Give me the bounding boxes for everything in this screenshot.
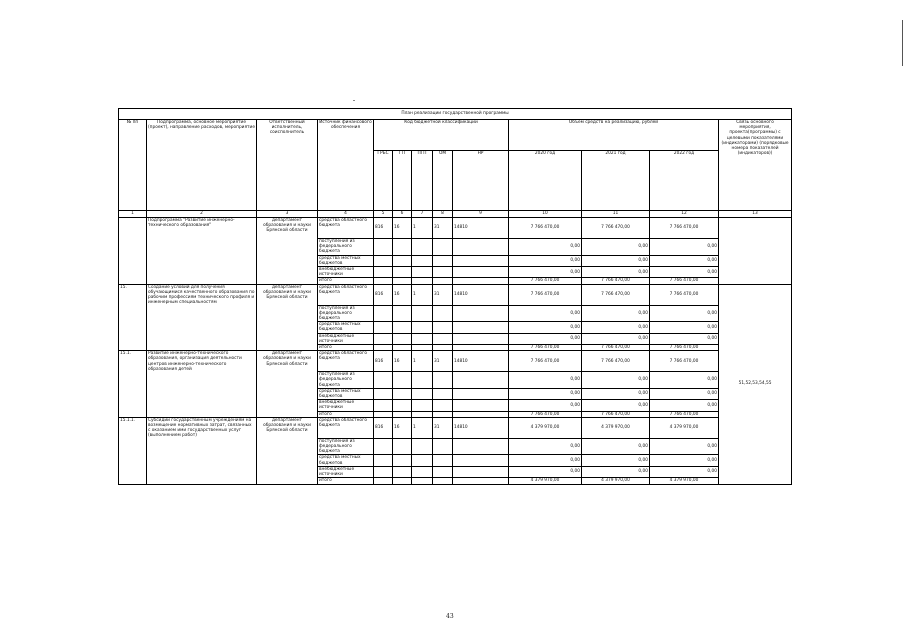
amount-y2020: 7 766 470,00	[509, 284, 582, 305]
code-nr	[453, 478, 509, 484]
code-om	[433, 239, 453, 256]
code-grbs: 816	[374, 351, 393, 372]
funding-source: внебюджетные источники	[318, 333, 374, 344]
code-nr	[453, 388, 509, 399]
code-pgp	[412, 372, 433, 389]
header-nr: НР	[453, 151, 509, 211]
code-grbs	[374, 388, 393, 399]
margin-line	[902, 20, 903, 66]
column-number: 8	[433, 211, 453, 218]
code-gp	[393, 255, 412, 266]
code-pgp	[412, 400, 433, 411]
code-nr: 14810	[453, 417, 509, 438]
measure-name: Создание условий для получения обучающимися качественного образования по рабочим профессиям технического профиля и инженерным специальностям	[147, 284, 257, 351]
code-grbs: 816	[374, 417, 393, 438]
amount-y2021: 0,00	[582, 400, 650, 411]
header-num: № пп	[119, 120, 147, 211]
code-pgp: 1	[412, 417, 433, 438]
code-nr: 14810	[453, 351, 509, 372]
header-code: Код бюджетной классификации	[374, 120, 509, 151]
code-gp	[393, 455, 412, 466]
table-row	[119, 351, 792, 372]
program-plan-table	[118, 108, 792, 485]
row-number: 15.1.1.	[119, 417, 147, 484]
funding-source: средства местных бюджетов	[318, 455, 374, 466]
code-om	[433, 372, 453, 389]
amount-y2022: 7 766 470,00	[650, 345, 719, 351]
code-pgp: 1	[412, 284, 433, 305]
funding-source: поступления из федерального бюджета	[318, 305, 374, 322]
amount-y2022: 7 766 470,00	[650, 411, 719, 417]
amount-y2020: 0,00	[509, 466, 582, 477]
code-pgp	[412, 267, 433, 278]
code-nr	[453, 239, 509, 256]
code-om	[433, 305, 453, 322]
scan-speck	[353, 100, 355, 101]
header-exec: Ответственный исполнитель, соисполнитель	[257, 120, 318, 211]
code-pgp	[412, 478, 433, 484]
code-nr: 14810	[453, 284, 509, 305]
amount-y2020: 0,00	[509, 322, 582, 333]
amount-y2021: 0,00	[582, 239, 650, 256]
amount-y2021: 0,00	[582, 372, 650, 389]
amount-y2022: 0,00	[650, 438, 719, 455]
code-gp: 16	[393, 417, 412, 438]
header-source: Источник финансового обеспечения	[318, 120, 374, 211]
column-number: 1	[119, 211, 147, 218]
amount-y2022: 7 766 470,00	[650, 351, 719, 372]
column-number: 4	[318, 211, 374, 218]
code-grbs	[374, 478, 393, 484]
code-nr	[453, 400, 509, 411]
amount-y2021: 0,00	[582, 438, 650, 455]
code-pgp	[412, 438, 433, 455]
amount-y2021: 0,00	[582, 333, 650, 344]
indicator-link	[719, 218, 792, 285]
amount-y2021: 0,00	[582, 388, 650, 399]
code-grbs	[374, 305, 393, 322]
code-nr	[453, 305, 509, 322]
amount-y2021: 0,00	[582, 255, 650, 266]
amount-y2020: 4 379 970,00	[509, 478, 582, 484]
code-pgp	[412, 388, 433, 399]
row-number	[119, 218, 147, 285]
funding-source: поступления из федерального бюджета	[318, 372, 374, 389]
amount-y2020: 0,00	[509, 267, 582, 278]
code-grbs	[374, 372, 393, 389]
amount-y2021: 4 379 970,00	[582, 478, 650, 484]
funding-source: средства областного бюджета	[318, 284, 374, 305]
header-2022: 2022 год	[650, 151, 719, 211]
column-number: 13	[719, 211, 792, 218]
code-pgp	[412, 305, 433, 322]
header-grbs: ГРБС	[374, 151, 393, 211]
code-om	[433, 333, 453, 344]
amount-y2021: 7 766 470,00	[582, 345, 650, 351]
code-om	[433, 255, 453, 266]
amount-y2021: 7 766 470,00	[582, 278, 650, 284]
amount-y2022: 7 766 470,00	[650, 218, 719, 239]
amount-y2022: 7 766 470,00	[650, 278, 719, 284]
funding-source: поступления из федерального бюджета	[318, 438, 374, 455]
funding-source: средства местных бюджетов	[318, 255, 374, 266]
row-number: 15.	[119, 284, 147, 351]
code-grbs	[374, 322, 393, 333]
funding-source: поступления из федерального бюджета	[318, 239, 374, 256]
amount-y2021: 7 766 470,00	[582, 351, 650, 372]
code-grbs	[374, 466, 393, 477]
amount-y2022: 4 379 970,00	[650, 478, 719, 484]
measure-name: Подпрограмма "Развитие инженерно-технического образования"	[147, 218, 257, 285]
code-grbs	[374, 267, 393, 278]
funding-source: средства областного бюджета	[318, 417, 374, 438]
amount-y2020: 4 379 970,00	[509, 417, 582, 438]
code-grbs	[374, 400, 393, 411]
column-number-row	[119, 211, 792, 218]
code-pgp	[412, 255, 433, 266]
executor: департамент образования и науки Брянской области	[257, 417, 318, 484]
code-om	[433, 478, 453, 484]
amount-y2020: 7 766 470,00	[509, 351, 582, 372]
code-nr: 14810	[453, 218, 509, 239]
executor: департамент образования и науки Брянской области	[257, 351, 318, 418]
amount-y2020: 0,00	[509, 333, 582, 344]
code-grbs	[374, 455, 393, 466]
amount-y2022: 0,00	[650, 267, 719, 278]
table-row	[119, 284, 792, 305]
table-row	[119, 417, 792, 438]
code-nr	[453, 333, 509, 344]
code-gp	[393, 372, 412, 389]
code-grbs	[374, 333, 393, 344]
code-gp: 16	[393, 351, 412, 372]
amount-y2021: 0,00	[582, 455, 650, 466]
code-nr	[453, 255, 509, 266]
code-gp	[393, 388, 412, 399]
amount-y2022: 0,00	[650, 466, 719, 477]
code-nr	[453, 322, 509, 333]
code-pgp	[412, 322, 433, 333]
code-pgp	[412, 333, 433, 344]
code-om	[433, 322, 453, 333]
code-gp	[393, 478, 412, 484]
amount-y2022: 0,00	[650, 305, 719, 322]
code-om: 31	[433, 417, 453, 438]
column-number: 9	[453, 211, 509, 218]
amount-y2022: 7 766 470,00	[650, 284, 719, 305]
code-nr	[453, 455, 509, 466]
header-link: Связь основного мероприятия, проекта(программы) с целевыми показателями (индикаторами) (порядковые номера показателей (индикаторов))	[719, 120, 792, 211]
header-pgp: ПГП	[412, 151, 433, 211]
code-nr	[453, 372, 509, 389]
amount-y2020: 0,00	[509, 239, 582, 256]
row-number: 15.1.	[119, 351, 147, 418]
code-gp	[393, 267, 412, 278]
code-pgp	[412, 239, 433, 256]
amount-y2020: 0,00	[509, 400, 582, 411]
code-pgp: 1	[412, 351, 433, 372]
funding-source: внебюджетные источники	[318, 267, 374, 278]
code-gp	[393, 400, 412, 411]
amount-y2022: 0,00	[650, 372, 719, 389]
amount-y2021: 7 766 470,00	[582, 284, 650, 305]
funding-source: итого	[318, 411, 374, 417]
code-om: 31	[433, 351, 453, 372]
code-grbs	[374, 438, 393, 455]
header-volume: Объём средств на реализацию, рублей	[509, 120, 719, 151]
amount-y2022: 0,00	[650, 333, 719, 344]
funding-source: средства местных бюджетов	[318, 322, 374, 333]
page-number: 43	[446, 613, 454, 620]
amount-y2022: 0,00	[650, 239, 719, 256]
amount-y2021: 7 766 470,00	[582, 218, 650, 239]
code-gp	[393, 333, 412, 344]
code-om	[433, 466, 453, 477]
code-om	[433, 400, 453, 411]
header-om: ОМ	[433, 151, 453, 211]
amount-y2020: 7 766 470,00	[509, 411, 582, 417]
column-number: 5	[374, 211, 393, 218]
column-number: 6	[393, 211, 412, 218]
code-gp	[393, 305, 412, 322]
code-nr	[453, 466, 509, 477]
code-om: 31	[433, 218, 453, 239]
code-gp: 16	[393, 284, 412, 305]
code-gp: 16	[393, 218, 412, 239]
funding-source: итого	[318, 345, 374, 351]
amount-y2020: 0,00	[509, 372, 582, 389]
amount-y2020: 7 766 470,00	[509, 218, 582, 239]
amount-y2022: 0,00	[650, 255, 719, 266]
amount-y2020: 0,00	[509, 455, 582, 466]
executor: департамент образования и науки Брянской области	[257, 218, 318, 285]
code-pgp	[412, 455, 433, 466]
code-om	[433, 388, 453, 399]
header-gp: ГП	[393, 151, 412, 211]
table-title: План реализации государственной программы	[119, 109, 792, 120]
code-nr	[453, 267, 509, 278]
amount-y2021: 7 766 470,00	[582, 411, 650, 417]
amount-y2020: 0,00	[509, 305, 582, 322]
code-pgp: 1	[412, 218, 433, 239]
funding-source: итого	[318, 278, 374, 284]
amount-y2021: 0,00	[582, 267, 650, 278]
amount-y2020: 0,00	[509, 438, 582, 455]
code-gp	[393, 322, 412, 333]
column-number: 10	[509, 211, 582, 218]
amount-y2020: 7 766 470,00	[509, 345, 582, 351]
code-om	[433, 455, 453, 466]
code-grbs	[374, 239, 393, 256]
code-grbs	[374, 255, 393, 266]
column-number: 11	[582, 211, 650, 218]
amount-y2021: 0,00	[582, 322, 650, 333]
code-gp	[393, 466, 412, 477]
amount-y2022: 0,00	[650, 400, 719, 411]
funding-source: средства областного бюджета	[318, 218, 374, 239]
column-number: 3	[257, 211, 318, 218]
funding-source: средства областного бюджета	[318, 351, 374, 372]
amount-y2022: 4 379 970,00	[650, 417, 719, 438]
header-2020: 2020 год	[509, 151, 582, 211]
amount-y2022: 0,00	[650, 322, 719, 333]
column-number: 2	[147, 211, 257, 218]
code-om: 31	[433, 284, 453, 305]
code-pgp	[412, 466, 433, 477]
code-nr	[453, 438, 509, 455]
amount-y2022: 0,00	[650, 455, 719, 466]
funding-source: внебюджетные источники	[318, 466, 374, 477]
amount-y2021: 0,00	[582, 466, 650, 477]
measure-name: Развитие инженерно-технического образования, организация деятельности центров инженерно-технического образования детей	[147, 351, 257, 418]
header-name: Подпрограмма, основное мероприятие (проект), направление расходов, мероприятие	[147, 120, 257, 211]
amount-y2020: 0,00	[509, 388, 582, 399]
column-number: 12	[650, 211, 719, 218]
funding-source: внебюджетные источники	[318, 400, 374, 411]
executor: департамент образования и науки Брянской области	[257, 284, 318, 351]
code-grbs: 816	[374, 218, 393, 239]
code-gp	[393, 438, 412, 455]
amount-y2020: 7 766 470,00	[509, 278, 582, 284]
code-grbs: 816	[374, 284, 393, 305]
amount-y2021: 4 379 970,00	[582, 417, 650, 438]
code-om	[433, 267, 453, 278]
amount-y2020: 0,00	[509, 255, 582, 266]
column-number: 7	[412, 211, 433, 218]
amount-y2022: 0,00	[650, 388, 719, 399]
code-gp	[393, 239, 412, 256]
table-row	[119, 218, 792, 239]
code-om	[433, 438, 453, 455]
funding-source: средства местных бюджетов	[318, 388, 374, 399]
funding-source: итого	[318, 478, 374, 484]
header-2021: 2021 год	[582, 151, 650, 211]
amount-y2021: 0,00	[582, 305, 650, 322]
measure-name: Субсидии государственным учреждениям на возмещение нормативных затрат, связанных с оказанием ими государственных услуг (выполнением работ)	[147, 417, 257, 484]
indicator-link: 51,52,53,54,55	[719, 284, 792, 484]
